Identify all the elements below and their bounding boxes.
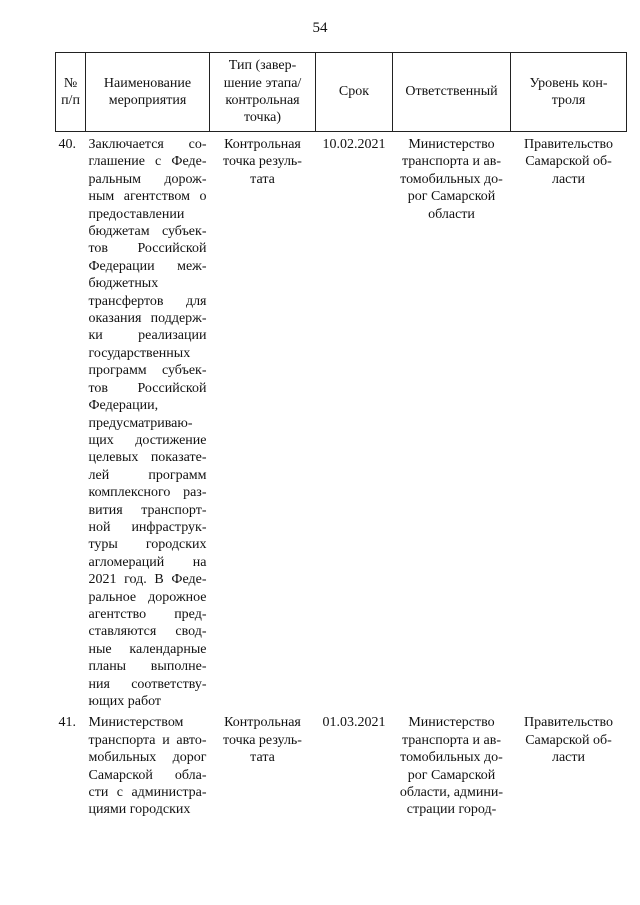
control-level-line: Правительство bbox=[524, 715, 613, 731]
responsible-line: страции город- bbox=[406, 802, 497, 818]
responsible-line: рог Самарской bbox=[407, 189, 496, 205]
responsible-line: транспорта и ав- bbox=[402, 154, 501, 170]
event-name-line: Самарской обла- bbox=[88, 767, 207, 783]
event-name-line: ральным дорож- bbox=[88, 171, 207, 187]
event-name-line: ной инфраструк- bbox=[88, 519, 207, 535]
control-level-line: ласти bbox=[551, 750, 586, 766]
event-name-line: ставляются свод- bbox=[88, 624, 207, 640]
event-name-line: циями городских bbox=[88, 802, 191, 818]
deadline-cell: 10.02.2021 bbox=[322, 137, 386, 152]
event-name-line: предусматриваю- bbox=[88, 415, 193, 431]
event-name-line: мобильных дорог bbox=[88, 750, 207, 766]
event-name-line: глашение с Феде- bbox=[88, 154, 207, 170]
responsible-line: области bbox=[428, 206, 475, 222]
event-name-line: вития транспорт- bbox=[88, 502, 207, 518]
header-type bbox=[210, 53, 316, 132]
type-line: тата bbox=[250, 171, 275, 187]
event-name-line: бюджетам субъек- bbox=[88, 224, 207, 240]
header-number bbox=[56, 53, 86, 132]
header-line: п/п bbox=[61, 93, 80, 108]
type-line: точка резуль- bbox=[223, 732, 302, 748]
event-name-line: предоставлении bbox=[88, 206, 185, 222]
header-line: Уровень кон- bbox=[529, 75, 608, 91]
event-name-line: программ субъек- bbox=[88, 363, 207, 379]
event-name-line: ния соответству- bbox=[88, 676, 207, 692]
event-name-line: Федерации меж- bbox=[88, 258, 207, 274]
control-level-line: Самарской об- bbox=[525, 154, 612, 170]
control-level-line: ласти bbox=[551, 171, 586, 187]
type-line: точка резуль- bbox=[223, 154, 302, 170]
type-line: Контрольная bbox=[224, 715, 301, 731]
event-name-line: 2021 год. В Феде- bbox=[88, 572, 207, 588]
event-name-line: ки реализации bbox=[88, 328, 207, 344]
table-row bbox=[56, 132, 627, 711]
type-line: Контрольная bbox=[224, 137, 301, 152]
header-line: № bbox=[63, 75, 78, 91]
event-name-line: трансфертов для bbox=[88, 293, 207, 309]
responsible-line: томобильных до- bbox=[400, 750, 503, 766]
event-name-line: щих достижение bbox=[88, 432, 207, 448]
deadline-cell: 01.03.2021 bbox=[322, 715, 386, 731]
event-name-line: туры городских bbox=[88, 537, 207, 553]
event-name-line: целевых показате- bbox=[88, 450, 207, 466]
header-line: шение этапа/ bbox=[223, 75, 302, 91]
event-name-line: ральное дорожное bbox=[88, 589, 207, 605]
responsible-line: Министерство bbox=[408, 715, 495, 731]
header-responsible bbox=[393, 53, 511, 132]
event-name-cell bbox=[86, 132, 210, 711]
header-line: Ответственный bbox=[405, 84, 498, 100]
header-line: точка) bbox=[243, 110, 282, 126]
responsible-line: томобильных до- bbox=[400, 171, 503, 187]
event-name-line: Федерации, bbox=[88, 398, 159, 414]
control-level-cell bbox=[511, 710, 627, 818]
row-number: 41. bbox=[58, 715, 76, 731]
type-cell bbox=[210, 710, 316, 818]
type-cell bbox=[210, 132, 316, 711]
header-line: троля bbox=[551, 93, 586, 108]
header-line: Тип (завер- bbox=[228, 58, 297, 74]
event-name-line: ным агентством о bbox=[88, 189, 207, 205]
events-table bbox=[55, 52, 627, 819]
event-name-line: ные календарные bbox=[88, 641, 207, 657]
event-name-line: оказания поддерж- bbox=[88, 311, 207, 327]
responsible-line: области, админи- bbox=[399, 785, 504, 801]
event-name-line: планы выполне- bbox=[88, 659, 207, 675]
control-level-cell bbox=[511, 132, 627, 711]
event-name-line: Министерством bbox=[88, 715, 184, 731]
responsible-cell bbox=[393, 710, 511, 818]
type-line: тата bbox=[250, 750, 275, 766]
responsible-cell bbox=[393, 132, 511, 711]
event-name-line: агентство пред- bbox=[88, 606, 207, 622]
header-line: мероприятия bbox=[108, 93, 187, 108]
table-row bbox=[56, 710, 627, 818]
table-header-row bbox=[56, 53, 627, 132]
event-name-line: тов Российской bbox=[88, 241, 207, 257]
event-name-line: агломераций на bbox=[88, 554, 207, 570]
responsible-line: Министерство bbox=[408, 137, 495, 152]
header-deadline bbox=[316, 53, 393, 132]
event-name-line: государственных bbox=[88, 345, 191, 361]
responsible-line: транспорта и ав- bbox=[402, 732, 501, 748]
control-level-line: Правительство bbox=[524, 137, 613, 152]
event-name-line: транспорта и авто- bbox=[88, 732, 207, 748]
event-name-line: лей программ bbox=[88, 467, 207, 483]
event-name-line: бюджетных bbox=[88, 276, 159, 292]
event-name-line: ющих работ bbox=[88, 694, 162, 709]
header-line: Срок bbox=[338, 84, 370, 100]
event-name-line: комплексного раз- bbox=[88, 485, 207, 501]
header-control-level bbox=[511, 53, 627, 132]
header-event-name bbox=[86, 53, 210, 132]
event-name-line: сти с администра- bbox=[88, 785, 207, 801]
event-name-line: тов Российской bbox=[88, 380, 207, 396]
header-line: Наименование bbox=[103, 75, 192, 91]
responsible-line: рог Самарской bbox=[407, 767, 496, 783]
row-number: 40. bbox=[58, 137, 76, 152]
control-level-line: Самарской об- bbox=[525, 732, 612, 748]
event-name-line: Заключается со- bbox=[88, 137, 207, 152]
page-number: 54 bbox=[312, 20, 328, 36]
event-name-cell bbox=[86, 710, 210, 818]
header-line: контрольная bbox=[225, 93, 300, 108]
